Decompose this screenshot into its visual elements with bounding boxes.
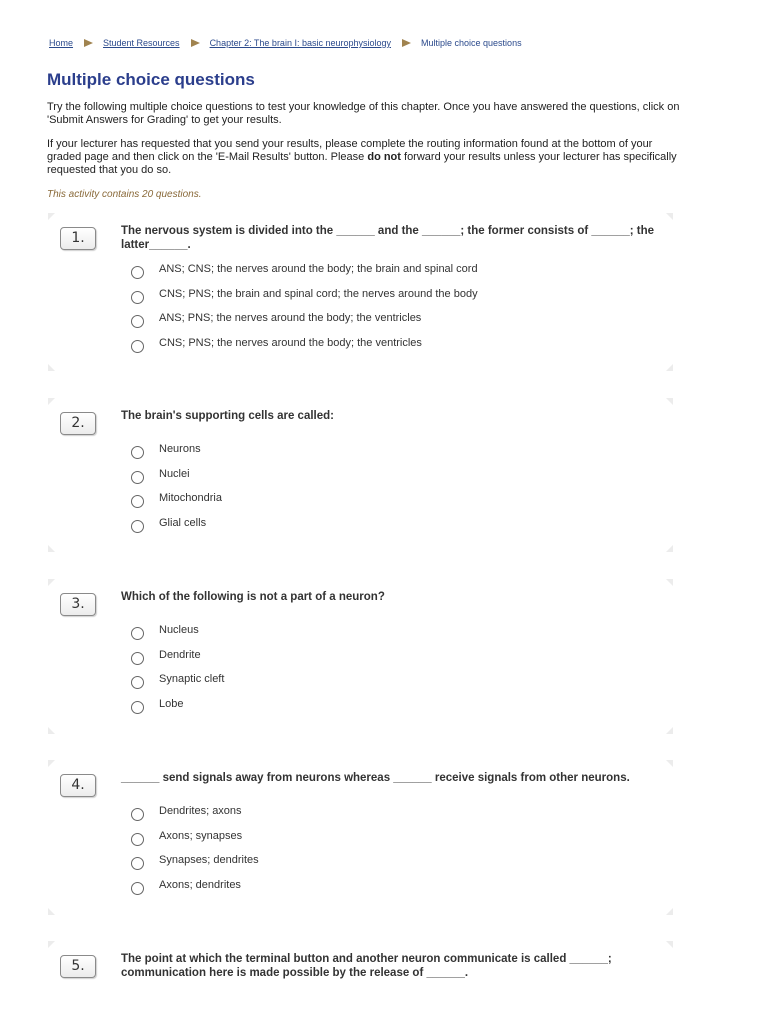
question-text: The point at which the terminal button and another neuron communicate is called ______; communication here is made possible by the release of ______. (121, 953, 612, 979)
radio-button[interactable] (131, 291, 144, 304)
breadcrumb-student-resources-link[interactable]: Student Resources (103, 38, 180, 48)
corner-decoration (666, 760, 673, 767)
breadcrumb-chapter-link[interactable]: Chapter 2: The brain I: basic neurophysiology (209, 38, 392, 48)
radio-button[interactable] (131, 471, 144, 484)
question-text: The brain's supporting cells are called: (121, 410, 334, 422)
corner-decoration (666, 908, 673, 915)
radio-button[interactable] (131, 627, 144, 640)
corner-decoration (48, 364, 55, 371)
intro-paragraph-1: Try the following multiple choice questions to test your knowledge of this chapter. Once you have answered the questions, click on 'Submit Answers for Grading' to get your results. (47, 101, 680, 126)
radio-button[interactable] (131, 882, 144, 895)
corner-decoration (666, 545, 673, 552)
breadcrumb (49, 38, 522, 48)
corner-decoration (666, 941, 673, 948)
corner-decoration (666, 213, 673, 220)
question-5 (0, 941, 768, 1024)
option-label[interactable]: Synaptic cleft (159, 673, 225, 685)
option-label[interactable]: CNS; PNS; the nerves around the body; the ventricles (159, 336, 422, 349)
option-label[interactable]: Dendrites; axons (159, 805, 242, 817)
corner-decoration (48, 213, 55, 220)
option-label[interactable]: Synapses; dendrites (159, 854, 259, 866)
option-label[interactable]: ANS; PNS; the nerves around the body; the ventricles (159, 312, 422, 324)
corner-decoration (48, 760, 55, 767)
corner-decoration (48, 579, 55, 586)
page-title: Multiple choice questions (47, 70, 255, 89)
radio-button[interactable] (131, 495, 144, 508)
intro-emphasis: do not (367, 151, 401, 163)
intro-paragraph-2 (47, 138, 687, 177)
question-1 (0, 213, 768, 371)
radio-button[interactable] (131, 266, 144, 279)
radio-button[interactable] (131, 652, 144, 665)
option-label[interactable]: Mitochondria (159, 492, 222, 504)
option-label[interactable]: Axons; dendrites (159, 878, 241, 891)
corner-decoration (48, 545, 55, 552)
radio-button[interactable] (131, 315, 144, 328)
question-3 (0, 579, 768, 734)
breadcrumb-arrow-icon (191, 39, 200, 47)
radio-button[interactable] (131, 833, 144, 846)
corner-decoration (666, 579, 673, 586)
radio-button[interactable] (131, 857, 144, 870)
radio-button[interactable] (131, 808, 144, 821)
option-label[interactable]: Nucleus (159, 624, 199, 636)
intro-text: forward your results unless your lecturer has specifically requested that you do so. (47, 151, 677, 176)
breadcrumb-arrow-icon (84, 39, 93, 47)
question-number: 3. (60, 593, 96, 616)
question-4 (0, 760, 768, 915)
breadcrumb-arrow-icon (402, 39, 411, 47)
corner-decoration (48, 727, 55, 734)
corner-decoration (666, 727, 673, 734)
corner-decoration (48, 941, 55, 948)
corner-decoration (48, 908, 55, 915)
corner-decoration (48, 398, 55, 405)
activity-count: This activity contains 20 questions. (47, 189, 202, 200)
question-text: The nervous system is divided into the ______ and the ______; the former consists of ______; the latter______. (121, 225, 655, 251)
breadcrumb-current: Multiple choice questions (421, 38, 522, 48)
option-label[interactable]: ANS; CNS; the nerves around the body; the brain and spinal cord (159, 263, 478, 275)
breadcrumb-home-link[interactable]: Home (49, 38, 74, 48)
radio-button[interactable] (131, 340, 144, 353)
option-label[interactable]: Axons; synapses (159, 829, 243, 842)
question-text: ______ send signals away from neurons whereas ______ receive signals from other neurons. (121, 772, 630, 784)
question-2 (0, 398, 768, 552)
question-number: 4. (60, 774, 96, 797)
radio-button[interactable] (131, 520, 144, 533)
question-text: Which of the following is not a part of a neuron? (121, 591, 385, 603)
corner-decoration (666, 398, 673, 405)
intro-text: If your lecturer has requested that you send your results, please complete the routing information found at the bottom of your graded page and then click on the 'E-Mail Results' button. Please (47, 138, 653, 163)
option-label[interactable]: Dendrite (159, 648, 201, 661)
option-label[interactable]: Lobe (159, 697, 184, 710)
option-label[interactable]: Neurons (159, 443, 201, 455)
option-label[interactable]: CNS; PNS; the brain and spinal cord; the nerves around the body (159, 287, 478, 300)
corner-decoration (666, 364, 673, 371)
radio-button[interactable] (131, 701, 144, 714)
option-label[interactable]: Nuclei (159, 467, 190, 480)
question-number: 5. (60, 955, 96, 978)
option-label[interactable]: Glial cells (159, 516, 207, 529)
question-number: 2. (60, 412, 96, 435)
question-number: 1. (60, 227, 96, 250)
radio-button[interactable] (131, 446, 144, 459)
radio-button[interactable] (131, 676, 144, 689)
